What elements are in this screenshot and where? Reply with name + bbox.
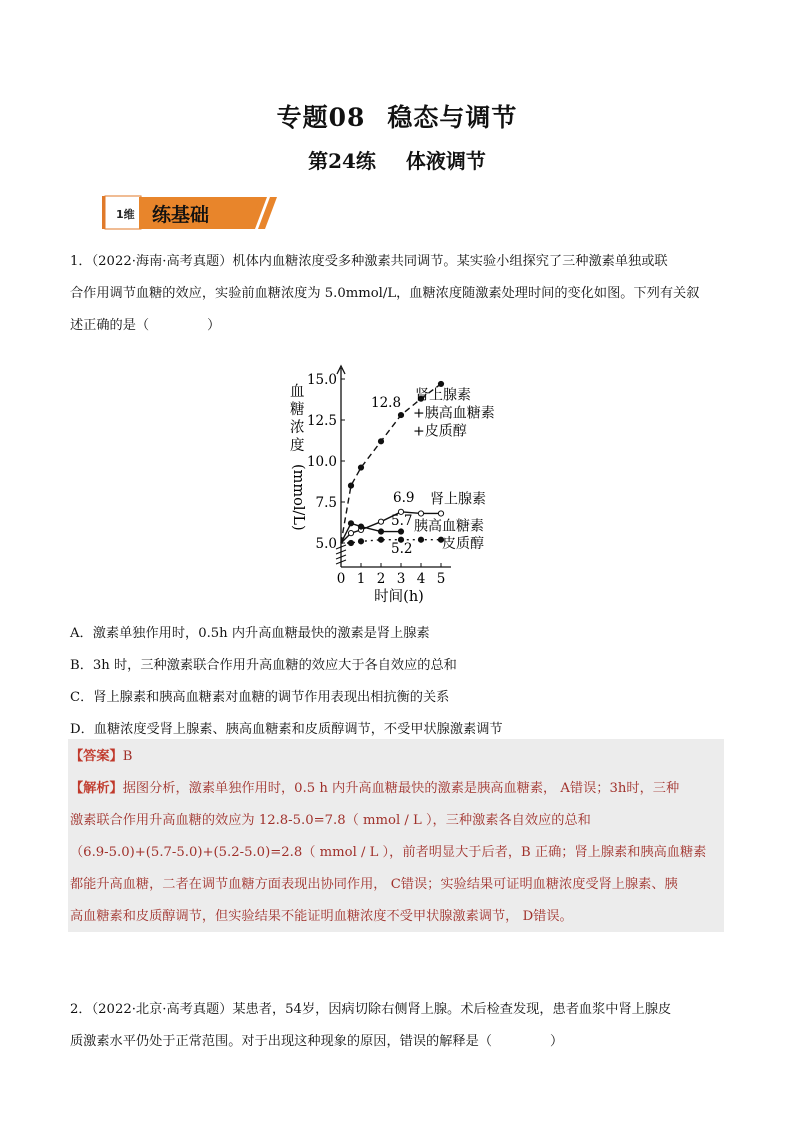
data-point <box>348 540 353 545</box>
analysis-line5: 高血糖素和皮质醇调节，但实验结果不能证明血糖浓度不受甲状腺激素调节， D错误。 <box>70 909 573 924</box>
q1-option-b: B．3h 时，三种激素联合作用升高血糖的效应大于各自效应的总和 <box>70 658 457 673</box>
section-banner <box>102 192 282 232</box>
q1-option-c: C．肾上腺素和胰高血糖素对血糖的调节作用表现出相抗衡的关系 <box>70 690 450 705</box>
x-tick-label: 5 <box>436 571 446 587</box>
data-label: 5.2 <box>391 540 413 557</box>
y-tick-label: 15.0 <box>306 372 337 388</box>
data-point <box>418 537 423 542</box>
data-point <box>398 412 403 417</box>
data-point <box>378 439 383 444</box>
subtitle-part1: 第24练 <box>308 149 376 173</box>
data-point <box>348 521 353 526</box>
question-1 <box>70 246 730 342</box>
legend-label: +皮质醇 <box>413 423 467 440</box>
subtitle-part2: 体液调节 <box>405 149 486 173</box>
q1-option-d: D．血糖浓度受肾上腺素、胰高血糖素和皮质醇调节，不受甲状腺激素调节 <box>70 722 503 737</box>
data-label: 5.7 <box>391 512 413 529</box>
q2-line1: 2．（2022·北京·高考真题）某患者，54岁，因病切除右侧肾上腺。术后检查发现，患者血浆中肾上腺皮 <box>70 1002 672 1017</box>
y-axis-label: 血糖浓度 <box>290 384 305 454</box>
legend-label: 肾上腺素 <box>430 491 486 508</box>
data-point <box>378 537 383 542</box>
answer-tag: 【答案】 <box>70 749 123 764</box>
data-point <box>358 524 363 529</box>
data-point <box>438 381 443 386</box>
q1-line3-b: ） <box>207 318 221 333</box>
data-point <box>418 511 423 516</box>
x-tick-label: 3 <box>396 571 406 587</box>
data-point <box>348 483 353 488</box>
x-tick-label: 4 <box>416 571 426 587</box>
q1-line1: 1．（2022·海南·高考真题）机体内血糖浓度受多种激素共同调节。某实验小组探究了三种激素单独或联 <box>70 254 668 269</box>
page-title <box>0 98 794 134</box>
data-point <box>358 465 363 470</box>
blood-glucose-chart <box>282 362 512 612</box>
answer-line <box>70 741 724 773</box>
data-label: 6.9 <box>393 490 415 506</box>
data-point <box>378 529 383 534</box>
analysis-line3: （6.9-5.0)+(5.7-5.0)+(5.2-5.0)=2.8（ mmol / L ），前者明显大于后者，B 正确；肾上腺素和胰高血糖素 <box>70 845 707 860</box>
data-point <box>438 511 443 516</box>
analysis-line2: 激素联合作用升高血糖的效应为 12.8-5.0=7.8（ mmol / L ），三种激素各自效应的总和 <box>70 813 591 828</box>
banner-label: 练基础 <box>152 204 210 226</box>
legend-label: 肾上腺素 <box>415 387 471 404</box>
data-label: 12.8 <box>371 394 402 411</box>
q1-line3-a: 述正确的是（ <box>70 318 150 333</box>
x-tick-label: 2 <box>376 571 386 587</box>
q1-option-a: A．激素单独作用时，0.5h 内升高血糖最快的激素是肾上腺素 <box>70 626 430 641</box>
legend-label: 胰高血糖素 <box>414 518 484 535</box>
legend-label: +胰高血糖素 <box>413 405 495 422</box>
banner-badge: 1维 <box>116 208 135 221</box>
x-tick-label: 1 <box>356 571 366 587</box>
question-2 <box>70 994 730 1058</box>
q2-line2-b: ） <box>550 1034 564 1049</box>
y-tick-label: 12.5 <box>306 413 337 429</box>
y-tick-label: 10.0 <box>306 454 337 470</box>
x-axis-label: 时间(h) <box>374 589 424 605</box>
data-point <box>378 519 383 524</box>
analysis-line4: 都能升高血糖，二者在调节血糖方面表现出协同作用， C错误；实验结果可证明血糖浓度受肾上腺素、胰 <box>70 877 678 892</box>
q1-line2: 合作用调节血糖的效应，实验前血糖浓度为 5.0mmol/L，血糖浓度随激素处理时间的变化如图。下列有关叙 <box>70 286 700 301</box>
legend-label: 皮质醇 <box>442 536 484 552</box>
y-tick-label: 7.5 <box>315 495 337 511</box>
title-part2: 稳态与调节 <box>387 103 518 132</box>
y-axis-unit: (mmol/L) <box>290 464 306 531</box>
answer-value: B <box>122 749 133 764</box>
page-subtitle <box>0 145 794 174</box>
data-point <box>358 539 363 544</box>
data-point <box>398 529 403 534</box>
analysis-text1: 据图分析，激素单独作用时，0.5 h 内升高血糖最快的激素是胰高血糖素， A错误；3h时，三种 <box>122 781 680 796</box>
y-tick-label: 5.0 <box>315 536 337 552</box>
x-tick-label: 0 <box>336 571 346 587</box>
data-point <box>348 531 353 536</box>
title-part1: 专题08 <box>276 103 366 132</box>
analysis-line1 <box>70 773 724 805</box>
analysis-tag: 【解析】 <box>70 781 123 796</box>
q2-line2-a: 质激素水平仍处于正常范围。对于出现这种现象的原因，错误的解释是（ <box>70 1034 492 1049</box>
